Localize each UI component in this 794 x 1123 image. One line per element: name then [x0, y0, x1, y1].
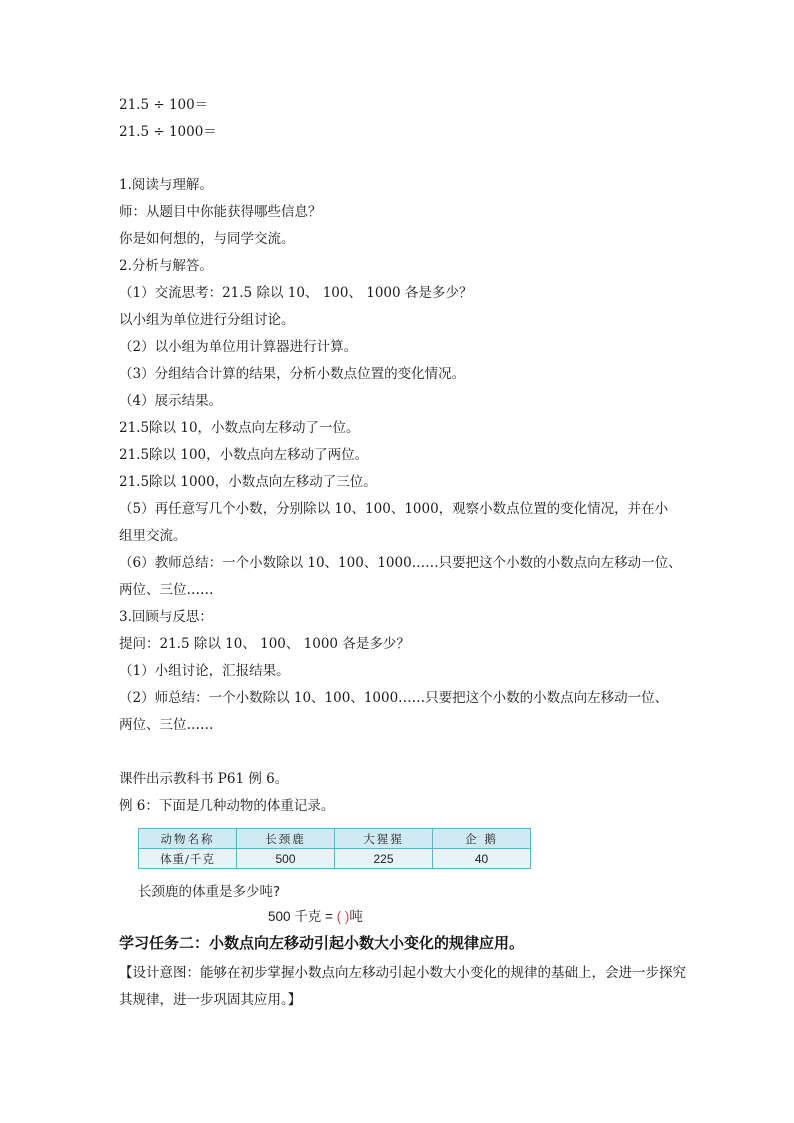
- text-line: 21.5除以 10，小数点向左移动了一位。: [119, 420, 360, 436]
- text-line: （1）交流思考：21.5 除以 10、 100、 1000 各是多少？: [119, 285, 473, 301]
- table-cell: 体重/千克: [139, 849, 237, 869]
- section-heading: 3.回顾与反思：: [119, 609, 213, 625]
- text-line: 组里交流。: [119, 528, 187, 544]
- equation-line: 21.5 ÷ 1000＝: [119, 124, 217, 140]
- text-line: 两位、三位……: [119, 582, 214, 598]
- text-line: 你是如何想的，与同学交流。: [119, 231, 295, 247]
- text-line: 以小组为单位进行分组讨论。: [119, 312, 295, 328]
- table-header-cell: 长颈鹿: [237, 829, 335, 849]
- answer-blank: ( ): [336, 909, 350, 924]
- table-cell: 225: [335, 849, 433, 869]
- text-line: （1）小组讨论，汇报结果。: [119, 663, 290, 679]
- text-line: 师：从题目中你能获得哪些信息？: [119, 204, 322, 220]
- text-line: 21.5除以 100，小数点向左移动了两位。: [119, 447, 369, 463]
- task-title: 学习任务二：小数点向左移动引起小数大小变化的规律应用。: [119, 934, 525, 952]
- text-line: 21.5除以 1000，小数点向左移动了三位。: [119, 474, 377, 490]
- text-line: （3）分组结合计算的结果，分析小数点位置的变化情况。: [119, 366, 466, 382]
- animal-weight-table: [138, 828, 531, 869]
- table-header-row: [139, 829, 531, 849]
- table-header-cell: 企 鹅: [433, 829, 531, 849]
- table-header-cell: 动物名称: [139, 829, 237, 849]
- section-heading: 2.分析与解答。: [119, 258, 213, 274]
- equation-line: 21.5 ÷ 100＝: [119, 97, 209, 113]
- text-line: 课件出示教科书 P61 例 6。: [119, 771, 289, 787]
- answer-unit: 吨: [349, 909, 363, 924]
- text-line: 两位、三位……: [119, 717, 214, 733]
- design-intent: 【设计意图：能够在初步掌握小数点向左移动引起小数大小变化的规律的基础上，会进一步探究其规律，进一步巩固其应用。】: [119, 965, 686, 1008]
- text-line: （5）再任意写几个小数，分别除以 10、100、1000，观察小数点位置的变化情况，并在小: [119, 501, 669, 517]
- table-cell: 500: [237, 849, 335, 869]
- text-line: （2）师总结：一个小数除以 10、100、1000……只要把这个小数的小数点向左移动一位、: [119, 690, 669, 706]
- example-title: 例 6：下面是几种动物的体重记录。: [119, 798, 335, 814]
- section-heading: 1.阅读与理解。: [119, 177, 213, 193]
- text-line: 提问：21.5 除以 10、 100、 1000 各是多少？: [119, 636, 410, 652]
- text-line: （6）教师总结：一个小数除以 10、100、1000……只要把这个小数的小数点向左移动一位、: [119, 555, 682, 571]
- answer-line: [268, 905, 363, 925]
- answer-prefix: 500 千克 =: [268, 909, 337, 924]
- text-line: （2）以小组为单位用计算器进行计算。: [119, 339, 358, 355]
- question-text: 长颈鹿的体重是多少吨?: [138, 884, 281, 900]
- text-line: （4）展示结果。: [119, 393, 223, 409]
- table-cell: 40: [433, 849, 531, 869]
- table-header-cell: 大猩猩: [335, 829, 433, 849]
- table-row: [139, 849, 531, 869]
